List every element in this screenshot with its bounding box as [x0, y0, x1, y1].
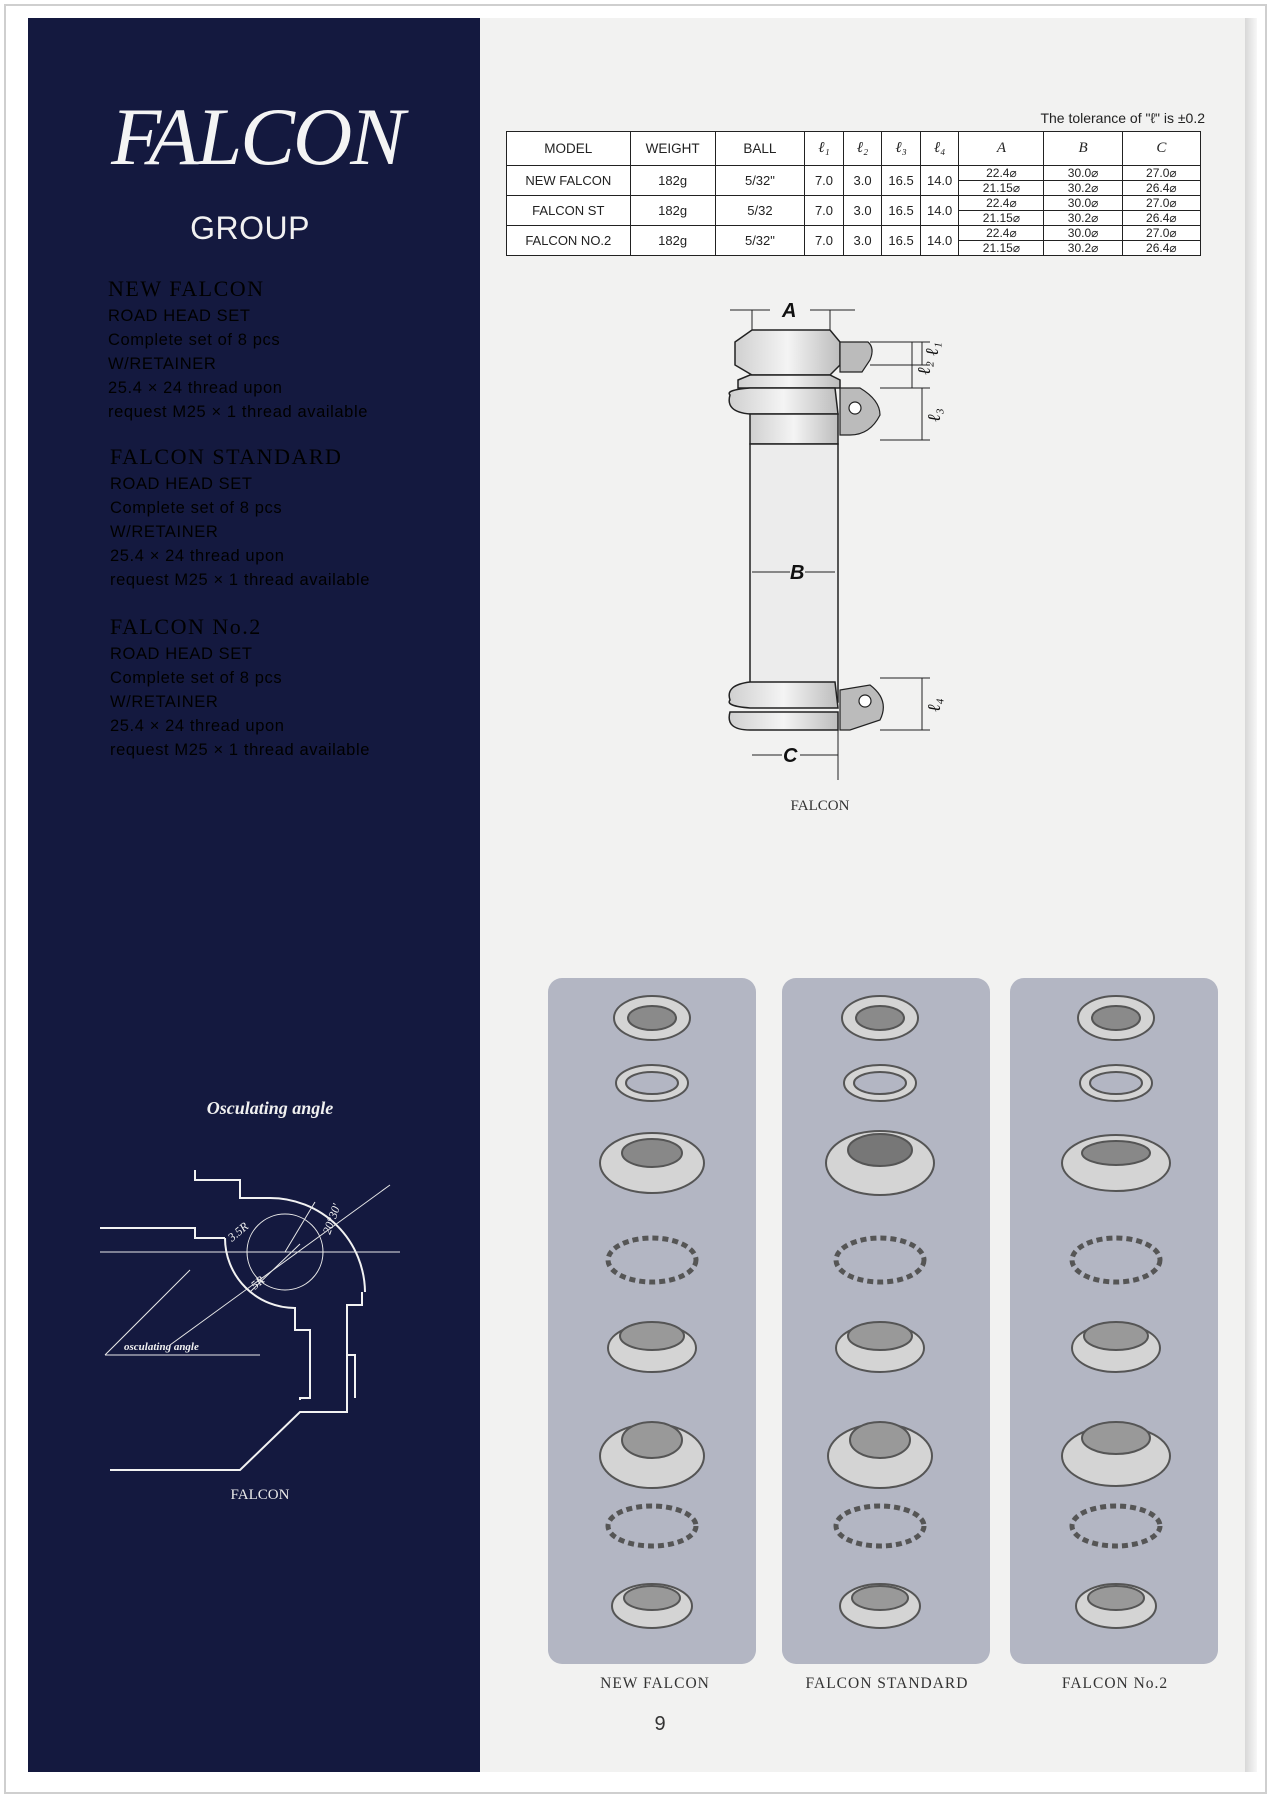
cell-a: 21.15⌀ — [959, 241, 1044, 256]
cell-l1: 7.0 — [805, 166, 844, 196]
osculating-inner-label: osculating angle — [124, 1341, 199, 1353]
page-number: 9 — [654, 1713, 666, 1735]
cell-b: 30.0⌀ — [1044, 226, 1122, 241]
table-row — [507, 166, 1201, 181]
cell-c: 27.0⌀ — [1122, 166, 1200, 181]
cell-l4: 14.0 — [920, 166, 959, 196]
cell-ball: 5/32" — [715, 226, 805, 256]
cell-b: 30.2⌀ — [1044, 211, 1122, 226]
dim-label-l2: ℓ₂ — [914, 361, 934, 375]
cell-model: FALCON NO.2 — [507, 226, 631, 256]
cell-c: 27.0⌀ — [1122, 226, 1200, 241]
dim-label-l1: ℓ₁ — [922, 342, 942, 356]
col-header: ℓ₃ — [882, 132, 921, 166]
product-line: request M25 × 1 thread available — [110, 741, 370, 759]
product-line: Complete set of 8 pcs — [110, 669, 283, 687]
cell-a: 21.15⌀ — [959, 211, 1044, 226]
col-header: BALL — [715, 132, 805, 166]
cell-l4: 14.0 — [920, 226, 959, 256]
dim-label-l4: ℓ₄ — [924, 698, 944, 712]
diagram-label: FALCON — [790, 798, 850, 814]
angle-label: 20°30' — [319, 1201, 344, 1237]
page-edge — [1245, 18, 1257, 1772]
cell-l3: 16.5 — [882, 226, 921, 256]
col-header: B — [1044, 132, 1122, 166]
product-line: 25.4 × 24 thread upon — [110, 547, 285, 565]
cell-weight: 182g — [630, 196, 715, 226]
headset-cross-section-diagram — [690, 290, 990, 795]
product-line: Complete set of 8 pcs — [110, 499, 283, 517]
parts-column-new-falcon — [548, 978, 756, 1664]
cell-weight: 182g — [630, 226, 715, 256]
cell-b: 30.0⌀ — [1044, 166, 1122, 181]
dim-label-c: C — [783, 745, 798, 767]
osculating-angle-diagram — [100, 1140, 420, 1480]
col-header: ℓ₄ — [920, 132, 959, 166]
product-new-falcon — [108, 276, 478, 424]
cell-a: 21.15⌀ — [959, 181, 1044, 196]
radius-label: 3.5R — [224, 1219, 252, 1245]
cell-l4: 14.0 — [920, 196, 959, 226]
table-header-row — [507, 132, 1201, 166]
tolerance-note: The tolerance of "ℓ" is ±0.2 — [1040, 110, 1205, 126]
column-label: NEW FALCON — [600, 1675, 710, 1692]
product-line: W/RETAINER — [108, 355, 217, 373]
product-line: request M25 × 1 thread available — [108, 403, 368, 421]
product-title: NEW FALCON — [108, 276, 265, 301]
cell-model: NEW FALCON — [507, 166, 631, 196]
cell-b: 30.2⌀ — [1044, 181, 1122, 196]
radius-label: 5R — [247, 1272, 268, 1293]
product-falcon-standard — [110, 444, 480, 592]
col-header: A — [959, 132, 1044, 166]
product-line: 25.4 × 24 thread upon — [110, 717, 285, 735]
cell-l3: 16.5 — [882, 196, 921, 226]
product-line: W/RETAINER — [110, 693, 219, 711]
cell-ball: 5/32" — [715, 166, 805, 196]
product-line: ROAD HEAD SET — [110, 645, 253, 663]
cell-l1: 7.0 — [805, 196, 844, 226]
brand-title: FALCON — [111, 91, 403, 182]
brand-subtitle: GROUP — [190, 210, 310, 246]
product-line: ROAD HEAD SET — [110, 475, 253, 493]
product-line: Complete set of 8 pcs — [108, 331, 281, 349]
dim-label-b: B — [790, 562, 805, 584]
cell-model: FALCON ST — [507, 196, 631, 226]
product-falcon-no2 — [110, 614, 480, 762]
cell-l1: 7.0 — [805, 226, 844, 256]
column-label: FALCON STANDARD — [805, 1675, 969, 1692]
product-line: 25.4 × 24 thread upon — [108, 379, 283, 397]
osculating-caption: Osculating angle — [206, 1098, 334, 1118]
cell-c: 26.4⌀ — [1122, 181, 1200, 196]
table-row — [507, 226, 1201, 241]
parts-column-falcon-no2 — [1010, 978, 1218, 1664]
spec-table — [506, 131, 1201, 256]
cell-b: 30.0⌀ — [1044, 196, 1122, 211]
cell-c: 26.4⌀ — [1122, 241, 1200, 256]
headset-parts-image — [1010, 978, 1218, 1664]
table-row — [507, 196, 1201, 211]
cell-a: 22.4⌀ — [959, 166, 1044, 181]
col-header: MODEL — [507, 132, 631, 166]
product-line: W/RETAINER — [110, 523, 219, 541]
cell-l2: 3.0 — [843, 166, 882, 196]
cell-weight: 182g — [630, 166, 715, 196]
headset-parts-image — [782, 978, 990, 1664]
cell-c: 27.0⌀ — [1122, 196, 1200, 211]
cell-a: 22.4⌀ — [959, 226, 1044, 241]
product-line: ROAD HEAD SET — [108, 307, 251, 325]
cell-c: 26.4⌀ — [1122, 211, 1200, 226]
column-label: FALCON No.2 — [1061, 1675, 1169, 1692]
cell-b: 30.2⌀ — [1044, 241, 1122, 256]
cell-l3: 16.5 — [882, 166, 921, 196]
col-header: WEIGHT — [630, 132, 715, 166]
headset-parts-image — [548, 978, 756, 1664]
product-title: FALCON No.2 — [110, 614, 262, 639]
cell-l2: 3.0 — [843, 226, 882, 256]
dim-label-l3: ℓ₃ — [924, 408, 944, 422]
product-line: request M25 × 1 thread available — [110, 571, 370, 589]
osculating-diagram-label: FALCON — [230, 1487, 290, 1503]
cell-a: 22.4⌀ — [959, 196, 1044, 211]
dim-label-a: A — [782, 300, 797, 322]
product-title: FALCON STANDARD — [110, 444, 343, 469]
cell-l2: 3.0 — [843, 196, 882, 226]
col-header: C — [1122, 132, 1200, 166]
parts-column-falcon-standard — [782, 978, 990, 1664]
cell-ball: 5/32 — [715, 196, 805, 226]
col-header: ℓ₁ — [805, 132, 844, 166]
col-header: ℓ₂ — [843, 132, 882, 166]
